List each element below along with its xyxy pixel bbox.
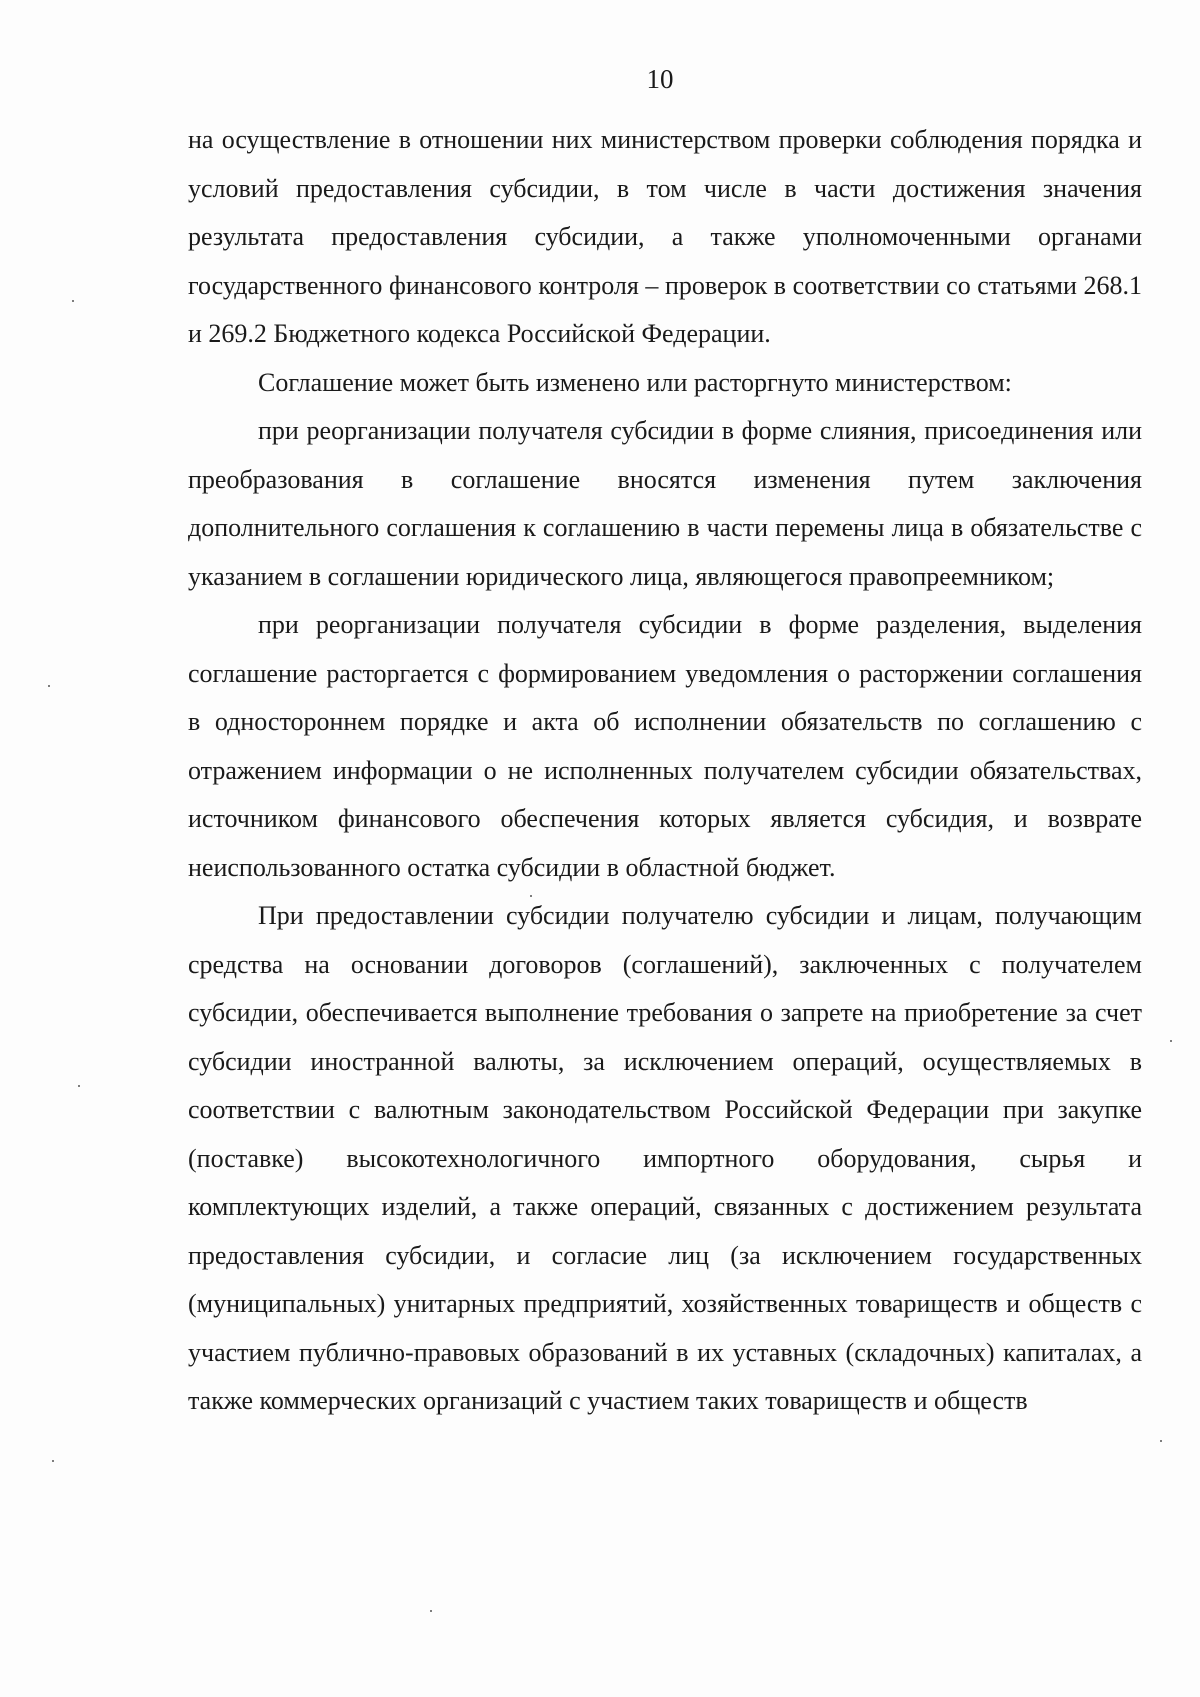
document-body	[188, 116, 1142, 1426]
scan-speck	[1170, 1040, 1172, 1042]
paragraph: при реорганизации получателя субсидии в форме разделения, выделения соглашение расторгается с формированием уведомления о расторжении соглашения в одностороннем порядке и акта об исполнении обязательств по соглашению с отражением информации о не исполненных получателем субсидии обязательствах, источником финансового обеспечения которых является субсидия, и возврате неиспользованного остатка субсидии в областной бюджет.	[188, 610, 1142, 882]
paragraph: на осуществление в отношении них министерством проверки соблюдения порядка и условий предоставления субсидии, в том числе в части достижения значения результата предоставления субсидии, а также уполномоченными органами государственного финансового контроля – проверок в соответствии со статьями 268.1 и 269.2 Бюджетного кодекса Российской Федерации.	[188, 125, 1142, 348]
paragraph: при реорганизации получателя субсидии в форме слияния, присоединения или преобразования в соглашение вносятся изменения путем заключения дополнительного соглашения к соглашению в части перемены лица в обязательстве с указанием в соглашении юридического лица, являющегося правопреемником;	[188, 416, 1142, 591]
scan-speck	[48, 685, 50, 687]
scan-speck	[430, 1610, 432, 1612]
paragraph: При предоставлении субсидии получателю субсидии и лицам, получающим средства на основании договоров (соглашений), заключенных с получателем субсидии, обеспечивается выполнение требования о запрете на приобретение за счет субсидии иностранной валюты, за исключением операций, осуществляемых в соответствии с валютным законодательством Российской Федерации при закупке (поставке) высокотехнологичного импортного оборудования, сырья и комплектующих изделий, а также операций, связанных с достижением результата предоставления субсидии, и согласие лиц (за исключением государственных (муниципальных) унитарных предприятий, хозяйственных товариществ и обществ с участием публично-правовых образований в их уставных (складочных) капиталах, а также коммерческих организаций с участием таких товариществ и обществ	[188, 901, 1142, 1415]
scan-speck	[52, 1460, 54, 1462]
scan-speck	[78, 1085, 80, 1087]
scan-speck	[1160, 1440, 1162, 1442]
scan-speck	[72, 300, 74, 302]
scan-speck	[530, 895, 532, 897]
page-number: 10	[646, 64, 674, 94]
paragraph: Соглашение может быть изменено или расторгнуто министерством:	[258, 367, 1012, 397]
